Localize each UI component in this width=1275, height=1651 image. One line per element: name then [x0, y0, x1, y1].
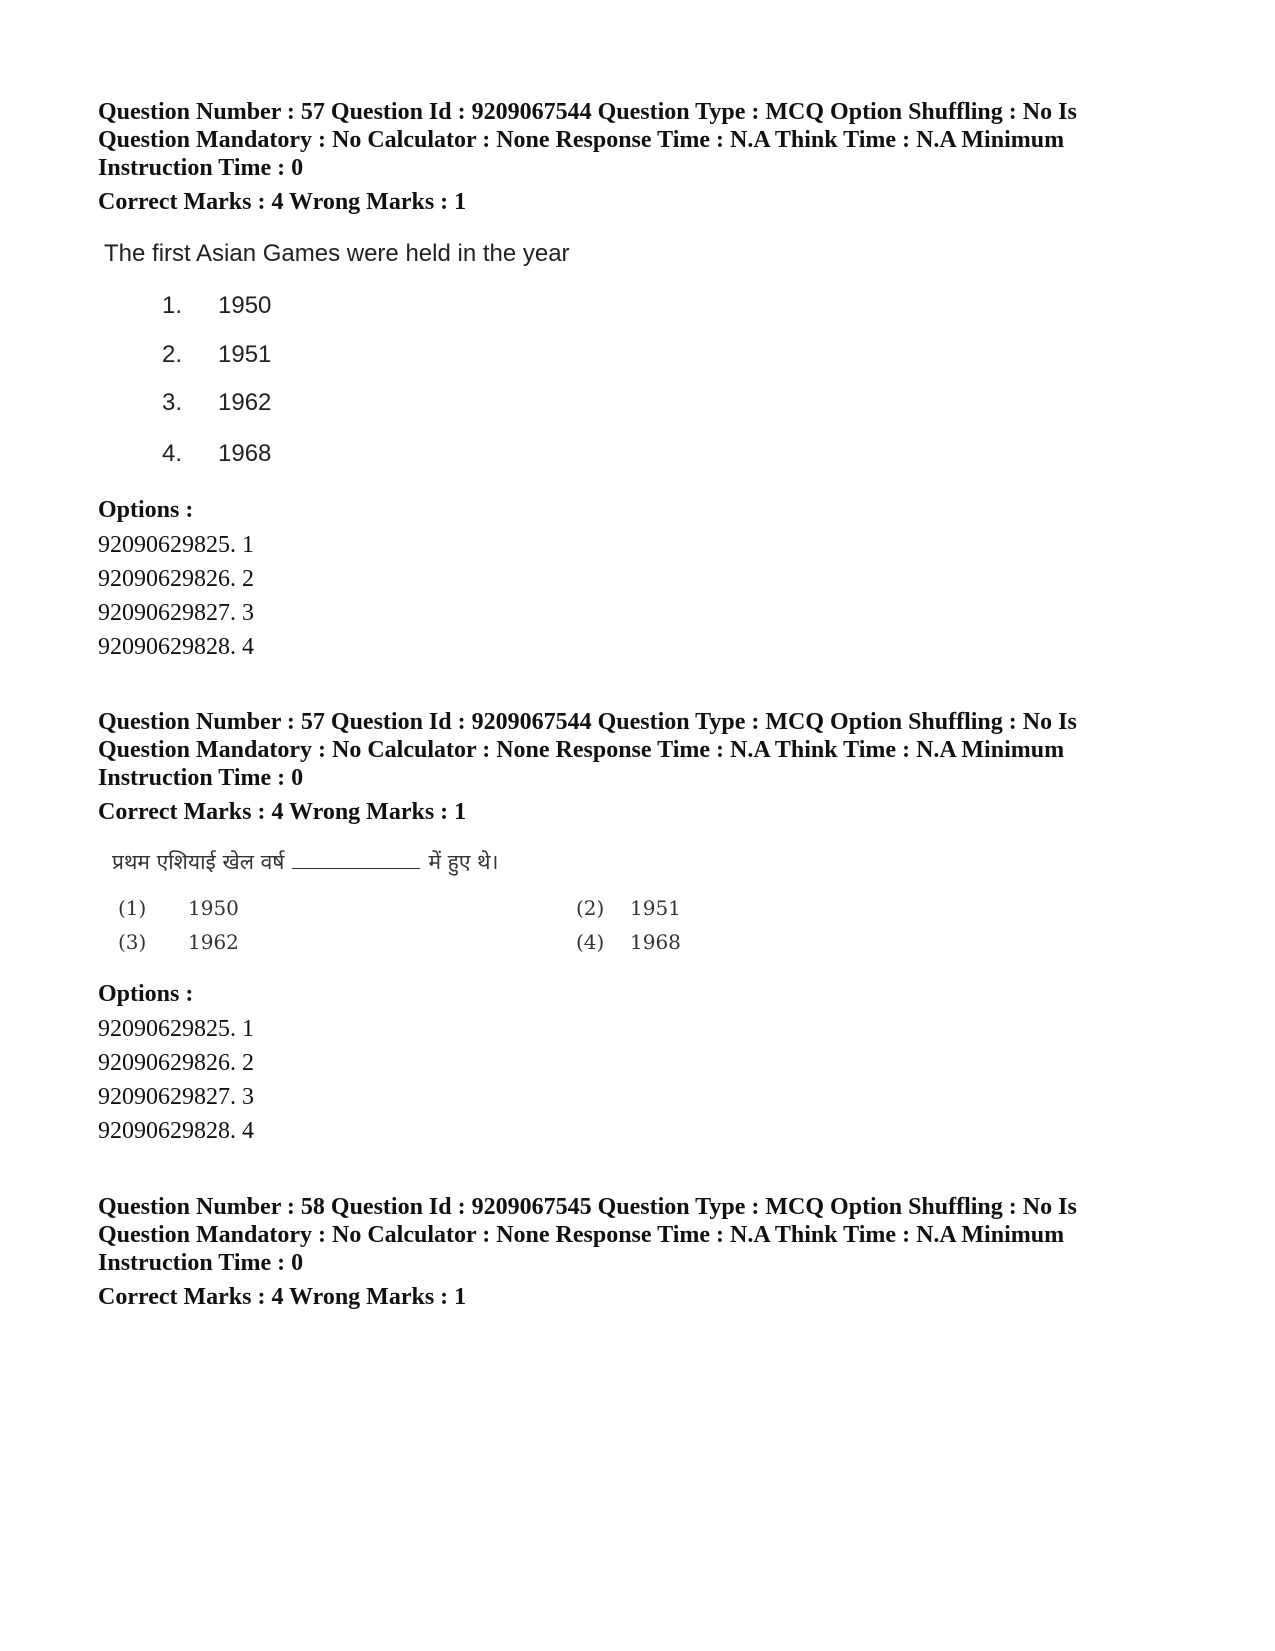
choice-number: (2) [576, 896, 605, 920]
choice-text: 1968 [630, 930, 681, 954]
options-title: Options : [98, 497, 194, 523]
question-text: The first Asian Games were held in the year [104, 240, 570, 267]
marks-line: Correct Marks : 4 Wrong Marks : 1 [98, 189, 467, 215]
question-meta-line: Instruction Time : 0 [98, 1250, 304, 1276]
marks-line: Correct Marks : 4 Wrong Marks : 1 [98, 799, 467, 825]
answer-choice [162, 341, 271, 369]
question-text-before: प्रथम एशियाई खेल वर्ष [112, 850, 285, 874]
question-meta-line: Question Number : 58 Question Id : 9209067545 Question Type : MCQ Option Shuffling : No Is [98, 1194, 1077, 1220]
choice-number: (3) [118, 930, 147, 954]
option-item: 92090629826. 2 [98, 566, 254, 592]
marks-line: Correct Marks : 4 Wrong Marks : 1 [98, 1284, 467, 1310]
choice-number: (4) [576, 930, 605, 954]
choice-number: 1. [162, 292, 183, 319]
question-text-after: में हुए थे। [428, 850, 499, 874]
question-meta-line: Instruction Time : 0 [98, 765, 304, 791]
answer-blank [292, 850, 420, 869]
options-list [98, 496, 1188, 664]
choice-text: 1968 [218, 440, 272, 467]
option-item: 92090629825. 1 [98, 1016, 254, 1042]
choice-text: 1951 [630, 896, 681, 920]
question-text [112, 848, 752, 876]
option-item: 92090629826. 2 [98, 1050, 254, 1076]
question-meta-line: Question Mandatory : No Calculator : None Response Time : N.A Think Time : N.A Minimum [98, 127, 1065, 153]
question-meta-line: Question Number : 57 Question Id : 9209067544 Question Type : MCQ Option Shuffling : No Is [98, 99, 1077, 125]
answer-choice [162, 292, 271, 320]
option-item: 92090629828. 4 [98, 1118, 254, 1144]
choice-text: 1962 [188, 930, 239, 954]
question-header [98, 98, 1188, 216]
choice-number: (1) [118, 896, 147, 920]
question-header [98, 1193, 1188, 1311]
options-title: Options : [98, 981, 194, 1007]
choice-number: 2. [162, 341, 183, 368]
answer-choice [118, 930, 239, 954]
question-meta-line: Instruction Time : 0 [98, 155, 304, 181]
answer-choice [576, 896, 681, 920]
option-item: 92090629827. 3 [98, 600, 254, 626]
choice-number: 3. [162, 389, 183, 416]
answer-choice [162, 389, 271, 417]
choice-text: 1951 [218, 341, 272, 368]
question-meta-line: Question Number : 57 Question Id : 9209067544 Question Type : MCQ Option Shuffling : No Is [98, 709, 1077, 735]
answer-choice [118, 896, 239, 920]
answer-choice [162, 440, 271, 468]
choice-text: 1950 [218, 292, 272, 319]
option-item: 92090629827. 3 [98, 1084, 254, 1110]
question-header [98, 708, 1188, 826]
question-image [104, 240, 804, 480]
choice-text: 1962 [218, 389, 272, 416]
question-meta-line: Question Mandatory : No Calculator : None Response Time : N.A Think Time : N.A Minimum [98, 1222, 1065, 1248]
choice-text: 1950 [188, 896, 239, 920]
question-meta-line: Question Mandatory : No Calculator : None Response Time : N.A Think Time : N.A Minimum [98, 737, 1065, 763]
question-image [112, 848, 752, 960]
choice-number: 4. [162, 440, 183, 467]
option-item: 92090629828. 4 [98, 634, 254, 660]
answer-choice [576, 930, 681, 954]
option-item: 92090629825. 1 [98, 532, 254, 558]
options-list [98, 980, 1188, 1148]
